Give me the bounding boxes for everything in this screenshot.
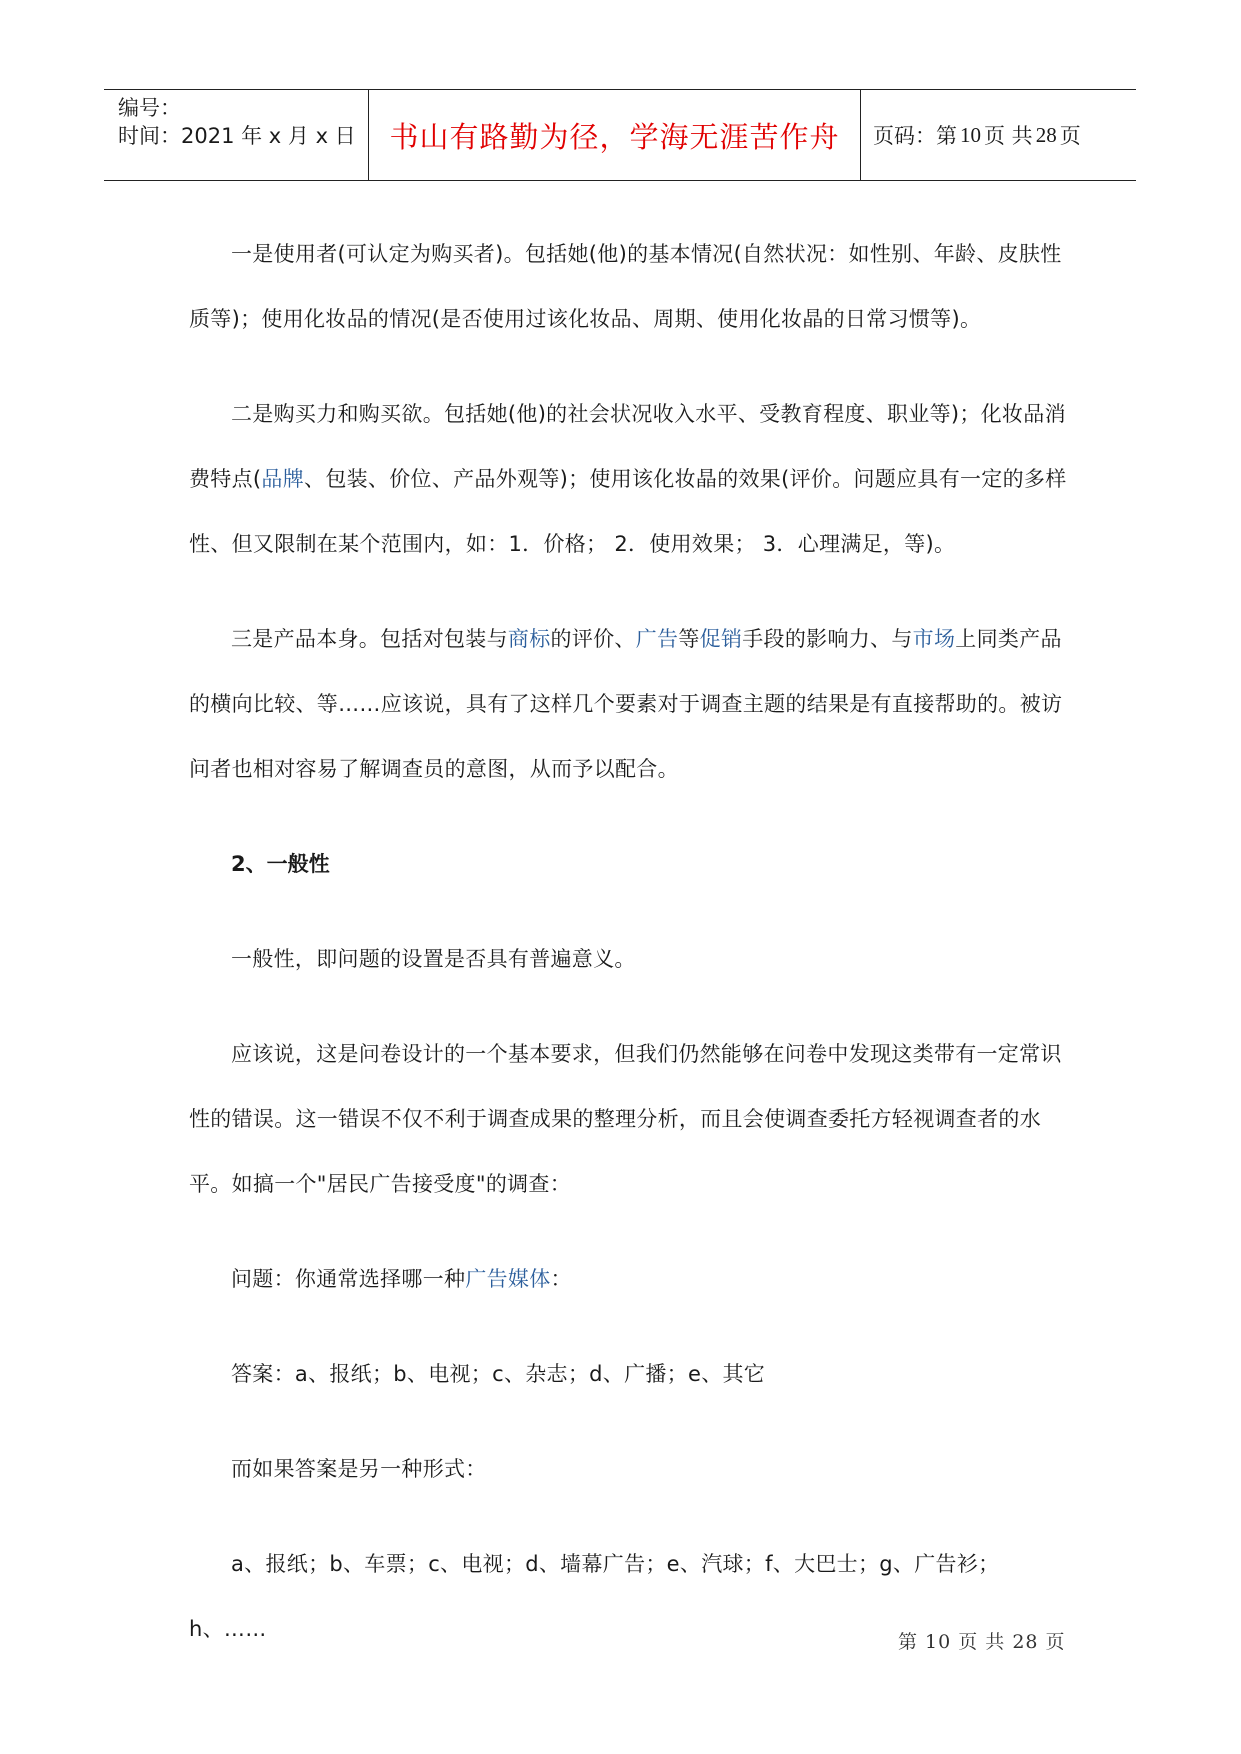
- page-suffix: 页: [1059, 124, 1081, 148]
- p6-text-a: 问题：你通常选择哪一种: [231, 1267, 466, 1291]
- link-brand[interactable]: 品牌: [261, 467, 305, 491]
- link-market[interactable]: 市场: [912, 627, 956, 651]
- link-ad-media[interactable]: 广告媒体: [465, 1267, 551, 1291]
- page-current: 10: [960, 122, 981, 147]
- paragraph-product: [189, 607, 1069, 802]
- page-total: 28: [1035, 122, 1057, 147]
- p2-text-a: 二是购买力和购买欲。包括她(他)的社会状况收入水平、受教育程度、职业等)；化妆品消费特点(: [189, 402, 1066, 491]
- page-footer: 第 10 页 共 28 页: [898, 1631, 1066, 1653]
- paragraph-alternative: 而如果答案是另一种形式：: [231, 1457, 487, 1481]
- p2-text-b: 、包装、价位、产品外观等)；使用该化妆晶的效果(评价。问题应具有一定的多样性、但又限制在某个范围内，如：1．价格； 2．使用效果； 3．心理满足，等)。: [189, 467, 1067, 556]
- paragraph-question: [189, 1247, 1069, 1312]
- page-header: [104, 89, 1136, 181]
- link-trademark[interactable]: 商标: [507, 627, 551, 651]
- paragraph-requirement: 应该说，这是问卷设计的一个基本要求，但我们仍然能够在问卷中发现这类带有一定常识性的错误。这一错误不仅不利于调查成果的整理分析，而且会使调查委托方轻视调查者的水平。如搞一个"居民广告接受度"的调查：: [189, 1042, 1062, 1196]
- document-body: [189, 222, 1069, 1662]
- section-heading: 2、一般性: [231, 852, 330, 876]
- time-label: 时间：2021 年 x 月 x 日: [118, 124, 356, 148]
- header-motto: 书山有路勤为径，学海无涯苦作舟: [369, 90, 861, 180]
- page-mid: 页 共: [984, 124, 1033, 148]
- paragraph-answer: 答案：a、报纸；b、电视；c、杂志；d、广播；e、其它: [231, 1362, 766, 1386]
- p3-text-d: 手段的影响力、与: [742, 627, 913, 651]
- p3-text-c: 等: [678, 627, 700, 651]
- paragraph-alternative-answers: a、报纸；b、车票；c、电视；d、墙幕广告；e、汽球；f、大巴士；g、广告衫；h、……: [189, 1552, 1000, 1641]
- link-promotion[interactable]: 促销: [699, 627, 743, 651]
- paragraph-users: 一是使用者(可认定为购买者)。包括她(他)的基本情况(自然状况：如性别、年龄、皮肤性质等)；使用化妆品的情况(是否使用过该化妆品、周期、使用化妆晶的日常习惯等)。: [189, 242, 1062, 331]
- p3-text-b: 的评价、: [550, 627, 636, 651]
- p3-text-a: 三是产品本身。包括对包装与: [231, 627, 508, 651]
- paragraph-purchasing-power: [189, 382, 1069, 577]
- header-page-indicator: [861, 90, 1136, 180]
- p6-text-b: ：: [550, 1267, 572, 1291]
- page-prefix: 页码：第: [873, 124, 957, 148]
- p3-text-e: 上同类产品的横向比较、等……应该说，具有了这样几个要素对于调查主题的结果是有直接帮助的。被访问者也相对容易了解调查员的意图，从而予以配合。: [189, 627, 1063, 781]
- paragraph-generality: 一般性，即问题的设置是否具有普遍意义。: [231, 947, 636, 971]
- link-advertising[interactable]: 广告: [635, 627, 679, 651]
- number-label: 编号：: [118, 96, 181, 120]
- header-meta: [104, 90, 369, 180]
